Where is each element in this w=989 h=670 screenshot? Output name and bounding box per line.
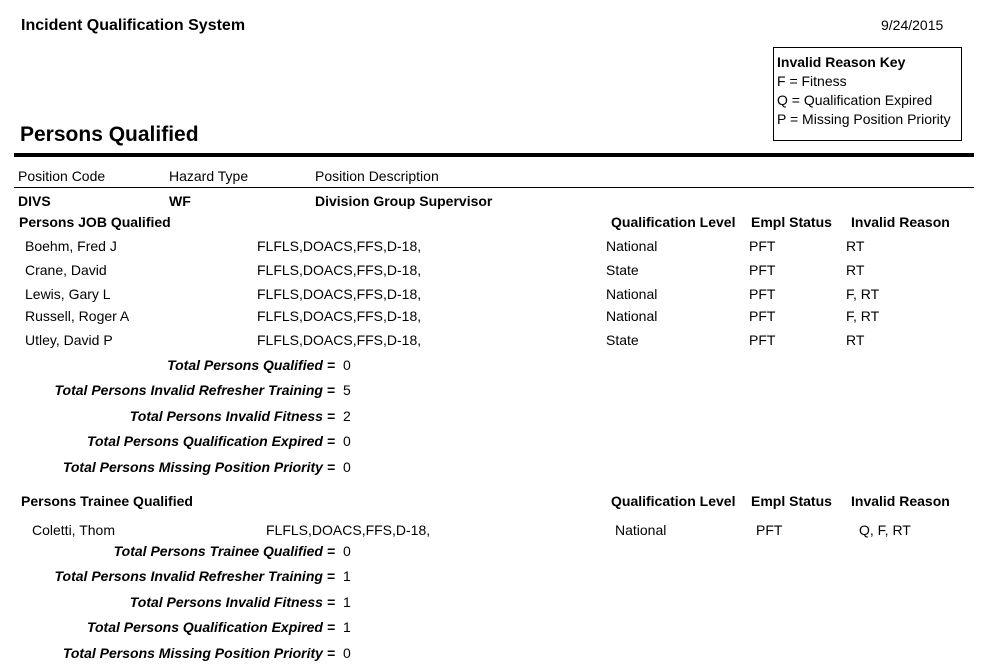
- trainee-total-value-invalid-fitness: 1: [343, 594, 351, 610]
- col-header-hazard-type: Hazard Type: [169, 168, 249, 184]
- invalid-reason: RT: [846, 238, 865, 254]
- person-qualifications: FLFLS,DOACS,FFS,D-18,: [257, 308, 422, 324]
- total-label-qualified: Total Persons Qualified =: [167, 357, 335, 373]
- trainee-total-label-invalid-fitness: Total Persons Invalid Fitness =: [129, 594, 335, 610]
- invalid-reason: RT: [846, 332, 865, 348]
- page-title: Persons Qualified: [20, 123, 199, 146]
- total-value-qualification-expired: 0: [343, 433, 351, 449]
- trainee-total-label-qualified: Total Persons Trainee Qualified =: [113, 543, 335, 559]
- total-label-invalid-fitness: Total Persons Invalid Fitness =: [129, 408, 335, 424]
- total-value-missing-priority: 0: [343, 459, 351, 475]
- trainee-total-label-missing-priority: Total Persons Missing Position Priority =: [62, 645, 335, 661]
- person-name: Lewis, Gary L: [25, 286, 111, 302]
- invalid-reason-key: [773, 47, 962, 141]
- qualification-level: National: [606, 286, 658, 302]
- col-header-position-description: Position Description: [315, 168, 439, 184]
- person-qualifications: FLFLS,DOACS,FFS,D-18,: [257, 332, 422, 348]
- empl-status: PFT: [749, 286, 776, 302]
- key-title: Invalid Reason Key: [777, 54, 906, 70]
- key-line-fitness: F = Fitness: [777, 73, 847, 89]
- qualification-level: National: [606, 238, 658, 254]
- person-name: Utley, David P: [25, 332, 113, 348]
- trainee-total-value-qualification-expired: 1: [343, 619, 351, 635]
- hazard-type: WF: [169, 193, 191, 209]
- trainee-total-value-qualified: 0: [343, 543, 351, 559]
- person-qualifications: FLFLS,DOACS,FFS,D-18,: [266, 522, 431, 538]
- trainee-col-qualification-level: Qualification Level: [611, 493, 736, 509]
- job-col-empl-status: Empl Status: [751, 214, 832, 230]
- invalid-reason: F, RT: [846, 308, 880, 324]
- person-name: Russell, Roger A: [25, 308, 130, 324]
- report-date: 9/24/2015: [881, 17, 944, 33]
- person-qualifications: FLFLS,DOACS,FFS,D-18,: [257, 238, 422, 254]
- header-divider: [14, 187, 974, 188]
- job-col-qualification-level: Qualification Level: [611, 214, 736, 230]
- invalid-reason: RT: [846, 262, 865, 278]
- person-name: Boehm, Fred J: [25, 238, 117, 254]
- trainee-total-label-invalid-refresher: Total Persons Invalid Refresher Training =: [54, 568, 335, 584]
- empl-status: PFT: [749, 262, 776, 278]
- total-label-invalid-refresher: Total Persons Invalid Refresher Training =: [54, 382, 335, 398]
- trainee-total-value-missing-priority: 0: [343, 645, 351, 661]
- qualification-level: National: [615, 522, 667, 538]
- key-line-missing-priority: P = Missing Position Priority: [777, 111, 951, 127]
- empl-status: PFT: [756, 522, 783, 538]
- empl-status: PFT: [749, 332, 776, 348]
- invalid-reason: F, RT: [846, 286, 880, 302]
- trainee-col-empl-status: Empl Status: [751, 493, 832, 509]
- total-value-invalid-refresher: 5: [343, 382, 351, 398]
- person-name: Coletti, Thom: [32, 522, 115, 538]
- qualification-level: State: [606, 332, 639, 348]
- system-title: Incident Qualification System: [21, 17, 246, 34]
- person-qualifications: FLFLS,DOACS,FFS,D-18,: [257, 286, 422, 302]
- qualification-level: State: [606, 262, 639, 278]
- person-name: Crane, David: [25, 262, 107, 278]
- trainee-section-title: Persons Trainee Qualified: [21, 493, 193, 509]
- empl-status: PFT: [749, 308, 776, 324]
- trainee-col-invalid-reason: Invalid Reason: [851, 493, 950, 509]
- title-divider: [14, 153, 974, 157]
- col-header-position-code: Position Code: [18, 168, 106, 184]
- total-value-invalid-fitness: 2: [343, 408, 351, 424]
- position-code: DIVS: [18, 193, 51, 209]
- total-label-qualification-expired: Total Persons Qualification Expired =: [86, 433, 335, 449]
- job-col-invalid-reason: Invalid Reason: [851, 214, 950, 230]
- total-label-missing-priority: Total Persons Missing Position Priority =: [62, 459, 335, 475]
- trainee-total-label-qualification-expired: Total Persons Qualification Expired =: [86, 619, 335, 635]
- total-value-qualified: 0: [343, 357, 351, 373]
- trainee-total-value-invalid-refresher: 1: [343, 568, 351, 584]
- invalid-reason: Q, F, RT: [859, 522, 911, 538]
- position-description: Division Group Supervisor: [315, 193, 493, 209]
- key-line-qualification-expired: Q = Qualification Expired: [777, 92, 933, 108]
- qualification-level: National: [606, 308, 658, 324]
- job-section-title: Persons JOB Qualified: [19, 214, 171, 230]
- person-qualifications: FLFLS,DOACS,FFS,D-18,: [257, 262, 422, 278]
- empl-status: PFT: [749, 238, 776, 254]
